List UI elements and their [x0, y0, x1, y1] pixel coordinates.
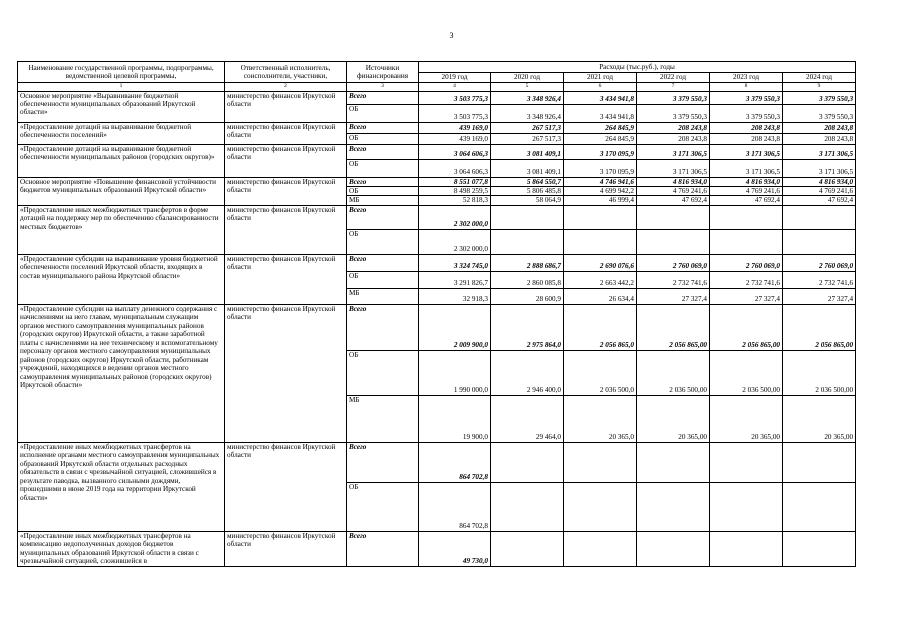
amount-cell [491, 531, 564, 566]
column-index: 1 [18, 83, 225, 92]
amount-cell: 52 818,3 [419, 196, 491, 205]
amount-cell: 4 769 241,6 [783, 186, 856, 195]
amount-cell: 20 365,00 [783, 395, 856, 442]
amount-cell [783, 442, 856, 482]
funding-source: МБ [347, 395, 419, 442]
amount-cell [710, 482, 783, 531]
amount-cell: 2 888 686,7 [491, 254, 564, 271]
amount-cell: 4 816 934,0 [637, 177, 710, 186]
row-executor: министерство финансов Иркутской области [225, 442, 347, 531]
amount-cell: 26 634,4 [564, 288, 637, 304]
amount-cell: 267 517,3 [491, 122, 564, 133]
amount-cell: 3 064 606,3 [419, 144, 491, 159]
column-index: 8 [710, 83, 783, 92]
amount-cell: 3 324 745,0 [419, 254, 491, 271]
row-executor: министерство финансов Иркутской области [225, 531, 347, 566]
column-index: 7 [637, 83, 710, 92]
amount-cell: 208 243,8 [637, 122, 710, 133]
table-row [18, 91, 856, 104]
amount-cell: 3 379 550,3 [637, 91, 710, 104]
amount-cell: 3 291 826,7 [419, 271, 491, 288]
amount-cell: 4 699 942,2 [564, 186, 637, 195]
funding-source: ОБ [347, 229, 419, 254]
funding-source: ОБ [347, 482, 419, 531]
row-executor: министерство финансов Иркутской области [225, 122, 347, 144]
amount-cell: 208 243,8 [710, 122, 783, 133]
amount-cell: 5 864 550,7 [491, 177, 564, 186]
amount-cell: 3 170 095,9 [564, 159, 637, 177]
amount-cell: 2 760 069,0 [710, 254, 783, 271]
amount-cell: 49 730,0 [419, 531, 491, 566]
amount-cell: 4 746 941,6 [564, 177, 637, 186]
funding-source: Всего [347, 254, 419, 271]
col-expenses-header: Расходы (тыс.руб.), годы [419, 62, 856, 73]
row-name: «Предоставление иных межбюджетных трансфертов на исполнение органами местного самоуправления муниципальных образований Иркутской области отдельных расходных обязательств в связи с чрезвычайной ситуацией, сложившейся в результате паводка, вызванного сильными дождями, прошедшими в июне 2019 года на территории Иркутской области» [18, 442, 225, 531]
row-name: «Предоставление субсидии на выплату денежного содержания с начислениями на него главам, муниципальным служащим органов местного самоуправления муниципальных районов (городских округов) Иркутской области, а также заработной платы с начислениями на нее техническому и вспомогательному персоналу органов местного самоуправления муниципальных районов (городских округов) Иркутской области, работникам учреждений, находящихся в ведении органов местного самоуправления муниципальных районов (городских округов) Иркутской области» [18, 304, 225, 442]
amount-cell [637, 229, 710, 254]
amount-cell: 2 760 069,0 [783, 254, 856, 271]
amount-cell: 29 464,0 [491, 395, 564, 442]
amount-cell: 3 171 306,5 [783, 144, 856, 159]
year-header: 2021 год [564, 73, 637, 83]
amount-cell: 58 064,9 [491, 196, 564, 205]
amount-cell: 267 517,3 [491, 133, 564, 144]
amount-cell: 3 434 941,8 [564, 104, 637, 122]
amount-cell: 3 379 550,3 [783, 104, 856, 122]
amount-cell: 2 056 865,00 [637, 304, 710, 350]
amount-cell [637, 205, 710, 229]
row-name: «Предоставление субсидии на выравнивание уровня бюджетной обеспеченности поселений Иркутской области, входящих в состав муниципального района Иркутской области» [18, 254, 225, 304]
table-row [18, 531, 856, 566]
amount-cell: 439 169,0 [419, 122, 491, 133]
amount-cell: 208 243,8 [710, 133, 783, 144]
funding-source: Всего [347, 304, 419, 350]
table-row [18, 177, 856, 186]
funding-source: Всего [347, 144, 419, 159]
amount-cell: 2 732 741,6 [710, 271, 783, 288]
amount-cell: 2 036 500,00 [783, 350, 856, 395]
amount-cell: 8 498 259,5 [419, 186, 491, 195]
column-index: 5 [491, 83, 564, 92]
amount-cell: 2 302 000,0 [419, 205, 491, 229]
amount-cell: 47 692,4 [637, 196, 710, 205]
table-row [18, 205, 856, 229]
amount-cell: 2 036 500,00 [637, 350, 710, 395]
amount-cell: 32 918,3 [419, 288, 491, 304]
funding-source: ОБ [347, 104, 419, 122]
amount-cell: 2 975 864,0 [491, 304, 564, 350]
amount-cell: 3 171 306,5 [637, 144, 710, 159]
amount-cell [491, 482, 564, 531]
amount-cell [637, 482, 710, 531]
year-header: 2023 год [710, 73, 783, 83]
row-executor: министерство финансов Иркутской области [225, 205, 347, 254]
funding-source: Всего [347, 205, 419, 229]
amount-cell [710, 229, 783, 254]
amount-cell: 3 064 606,3 [419, 159, 491, 177]
amount-cell: 27 327,4 [710, 288, 783, 304]
table-row [18, 304, 856, 350]
funding-source: Всего [347, 531, 419, 566]
amount-cell: 439 169,0 [419, 133, 491, 144]
amount-cell [637, 531, 710, 566]
page-number: 3 [449, 31, 454, 40]
amount-cell: 2 036 500,00 [710, 350, 783, 395]
amount-cell: 2 760 069,0 [637, 254, 710, 271]
amount-cell: 864 702,8 [419, 442, 491, 482]
row-name: «Предоставление дотаций на выравнивание бюджетной обеспеченности поселений» [18, 122, 225, 144]
column-index: 3 [347, 83, 419, 92]
amount-cell: 3 379 550,3 [710, 104, 783, 122]
amount-cell [710, 205, 783, 229]
funding-source: ОБ [347, 186, 419, 195]
amount-cell: 27 327,4 [637, 288, 710, 304]
column-index-row [18, 83, 856, 92]
expenditure-table [17, 61, 856, 567]
row-name: Основное мероприятие «Повышение финансовой устойчивости бюджетов муниципальных образований Иркутской области» [18, 177, 225, 205]
col-name-header: Наименование государственной программы, подпрограммы, ведомственной целевой программы, [18, 62, 225, 83]
row-executor: министерство финансов Иркутской области [225, 144, 347, 177]
amount-cell [783, 229, 856, 254]
amount-cell [710, 531, 783, 566]
amount-cell: 2 860 085,8 [491, 271, 564, 288]
amount-cell: 3 503 775,3 [419, 91, 491, 104]
amount-cell: 20 365,00 [710, 395, 783, 442]
column-index: 9 [783, 83, 856, 92]
amount-cell: 2 690 076,6 [564, 254, 637, 271]
amount-cell [783, 531, 856, 566]
funding-source: Всего [347, 122, 419, 133]
amount-cell: 208 243,8 [783, 122, 856, 133]
amount-cell: 3 170 095,9 [564, 144, 637, 159]
amount-cell: 2 732 741,6 [637, 271, 710, 288]
amount-cell: 4 816 934,0 [783, 177, 856, 186]
table-row [18, 122, 856, 133]
amount-cell [637, 442, 710, 482]
year-header: 2019 год [419, 73, 491, 83]
amount-cell: 2 663 442,2 [564, 271, 637, 288]
amount-cell: 46 999,4 [564, 196, 637, 205]
amount-cell [491, 229, 564, 254]
amount-cell: 208 243,8 [783, 133, 856, 144]
row-executor: министерство финансов Иркутской области [225, 91, 347, 122]
amount-cell: 2 056 865,0 [564, 304, 637, 350]
funding-source: ОБ [347, 159, 419, 177]
amount-cell: 2 946 400,0 [491, 350, 564, 395]
col-source-header: Источники финансирования [347, 62, 419, 83]
amount-cell: 19 900,0 [419, 395, 491, 442]
year-header: 2024 год [783, 73, 856, 83]
amount-cell: 3 171 306,5 [783, 159, 856, 177]
row-executor: министерство финансов Иркутской области [225, 177, 347, 205]
amount-cell: 2 056 865,00 [783, 304, 856, 350]
amount-cell: 264 845,9 [564, 133, 637, 144]
amount-cell: 47 692,4 [783, 196, 856, 205]
amount-cell: 3 348 926,4 [491, 91, 564, 104]
amount-cell: 3 434 941,8 [564, 91, 637, 104]
table-row [18, 254, 856, 271]
table-row [18, 442, 856, 482]
funding-source: Всего [347, 442, 419, 482]
amount-cell: 3 503 775,3 [419, 104, 491, 122]
funding-source: ОБ [347, 350, 419, 395]
amount-cell [783, 482, 856, 531]
amount-cell: 4 816 934,0 [710, 177, 783, 186]
column-index: 4 [419, 83, 491, 92]
amount-cell [564, 442, 637, 482]
amount-cell: 8 551 077,8 [419, 177, 491, 186]
amount-cell: 3 379 550,3 [783, 91, 856, 104]
amount-cell [564, 531, 637, 566]
amount-cell: 2 036 500,0 [564, 350, 637, 395]
column-index: 2 [225, 83, 347, 92]
amount-cell: 3 379 550,3 [637, 104, 710, 122]
amount-cell: 28 600,9 [491, 288, 564, 304]
amount-cell [491, 442, 564, 482]
amount-cell [491, 205, 564, 229]
amount-cell: 3 171 306,5 [710, 144, 783, 159]
amount-cell: 264 845,9 [564, 122, 637, 133]
amount-cell: 20 365,0 [564, 395, 637, 442]
row-executor: министерство финансов Иркутской области [225, 254, 347, 304]
funding-source: ОБ [347, 133, 419, 144]
row-name: Основное мероприятие «Выравнивание бюджетной обеспеченности муниципальных образований Иркутской области» [18, 91, 225, 122]
funding-source: Всего [347, 91, 419, 104]
row-executor: министерство финансов Иркутской области [225, 304, 347, 442]
funding-source: Всего [347, 177, 419, 186]
amount-cell [710, 442, 783, 482]
amount-cell: 2 302 000,0 [419, 229, 491, 254]
amount-cell: 3 081 409,1 [491, 144, 564, 159]
amount-cell: 2 009 900,0 [419, 304, 491, 350]
amount-cell: 3 348 926,4 [491, 104, 564, 122]
amount-cell: 864 702,8 [419, 482, 491, 531]
amount-cell: 3 081 409,1 [491, 159, 564, 177]
year-header: 2022 год [637, 73, 710, 83]
funding-source: МБ [347, 288, 419, 304]
amount-cell: 3 171 306,5 [710, 159, 783, 177]
row-name: «Предоставление дотаций на выравнивание бюджетной обеспеченности муниципальных районов (городских округов)» [18, 144, 225, 177]
table-body [18, 91, 856, 566]
amount-cell: 20 365,00 [637, 395, 710, 442]
amount-cell: 5 806 485,8 [491, 186, 564, 195]
amount-cell: 4 769 241,6 [710, 186, 783, 195]
funding-source: МБ [347, 196, 419, 205]
col-exec-header: Ответственный исполнитель, соисполнители, участники, [225, 62, 347, 83]
amount-cell [783, 205, 856, 229]
row-name: «Предоставление иных межбюджетных трансфертов в форме дотаций на поддержку мер по обеспечению сбалансированности местных бюджетов» [18, 205, 225, 254]
amount-cell: 208 243,8 [637, 133, 710, 144]
amount-cell: 3 171 306,5 [637, 159, 710, 177]
amount-cell: 2 732 741,6 [783, 271, 856, 288]
table-row [18, 144, 856, 159]
row-name: «Предоставление иных межбюджетных трансфертов на компенсацию недополученных доходов бюджетов муниципальных образований Иркутской области в связи с чрезвычайной ситуацией, сложившейся в [18, 531, 225, 566]
amount-cell: 4 769 241,6 [637, 186, 710, 195]
column-index: 6 [564, 83, 637, 92]
amount-cell: 47 692,4 [710, 196, 783, 205]
amount-cell: 27 327,4 [783, 288, 856, 304]
amount-cell: 3 379 550,3 [710, 91, 783, 104]
amount-cell [564, 205, 637, 229]
amount-cell [564, 229, 637, 254]
amount-cell: 2 056 865,00 [710, 304, 783, 350]
amount-cell: 1 990 000,0 [419, 350, 491, 395]
amount-cell [564, 482, 637, 531]
year-header: 2020 год [491, 73, 564, 83]
funding-source: ОБ [347, 271, 419, 288]
